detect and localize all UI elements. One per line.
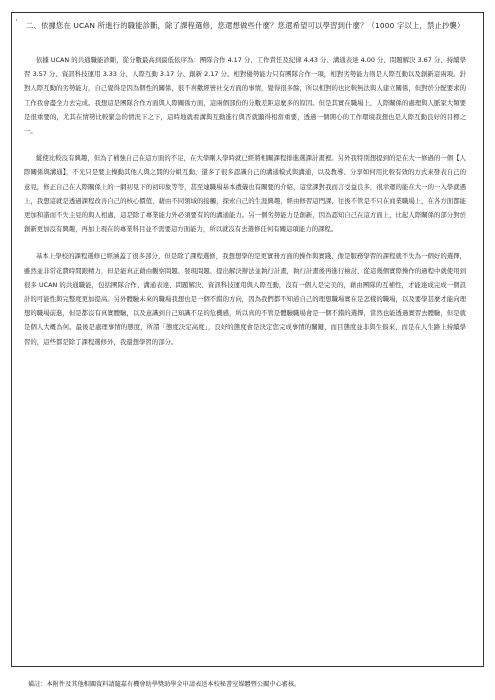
question-text: 依據您在 UCAN 所進行的職能診斷，除了課程選修，您還想做些什麼？您還希望可以學習到什麼？（1000 字以上，禁止抄襲） <box>41 21 465 30</box>
question-heading <box>26 19 478 33</box>
answer-paragraph: 基本上學校的課程選修已經涵蓋了很多部分，但是除了課程選修，我想想學的是更實務方面的操作與實踐，像是服務學習的課程就不失為一個好的選擇，雖然並非常花費時間跟精力，但是能真正藉由觀察問題、發現問題、提出解決辦法並執行計畫，執行計畫後再進行檢討，從這幾個實際操作的過程中就使用到很多 UCAN 的共通職能，包括團隊合作、溝通表達、問題解決、資訊科技運用與人際互動，沒有一個人是完美的，藉由團隊的互補性，才能達成完成一個設計的可能性與完整度更加提高。另外體驗未來的職場我想也是一個不錯的方向，因為我們都不知道自己的理想職場實在是怎樣的職場，以及要學甚麼才能向理想的職場前進，但是都沒有真實體驗，以及意識到自己知識不足的危機感，所以真的不管是體驗職場會是一個不錯的選擇，當然也能透過實習去體驗，但是就是個人大概為何。最後是處理事情的態度，所謂「態度決定高度」，良好的態度會是決定您完成事情的關鍵，而目態度並非與生俱來，而是在人生路上持續學習的，這些都是除了課程選修外，我還想學習的部分。 <box>24 252 466 346</box>
answer-paragraph: 依據 UCAN 的共通職能診斷，從分數最高到最低依序為：團隊合作 4.17 分、工作責任及紀律 4.43 分、溝通表達 4.00 分、問題解決 3.67 分、持續學習 3.57 分、資訊科技運用 3.33 分、人際互動 3.17 分、創新 2.17 分。相對優勢能力只有團隊合作一項，相對劣勢能力則是人際互動以及創新這兩項。針對人際互動的劣勢能力，自己覺得是因為個性的關係，很不喜歡經營社交方面的事情，覺得很多餘，所以相對的也比較無法與人建立關係，但對於分配要求的工作我會盡全力去完成。我想這是團隊合作方面與人際關係方面，這兩個部份的分數差距這麼多的原因。但是其實在職場上，人際關係的處理與人脈家大類要是很重要的，尤其在情勢比較緊急的情況下之下，這時地就看溝與互動進行與否就顯得相當重要，透過一個開心的工作環境我想也是人際互動良好的目標之一。 <box>24 56 466 136</box>
footer-note: 備註：本附件及其他相關資料請隨嘉有機會助學獎助學金申請表送本校秘書室媒體暨公關中心審核。 <box>28 681 301 688</box>
answer-body <box>24 53 466 362</box>
question-number: 二、 <box>26 21 41 30</box>
corner-mark: · <box>15 16 18 26</box>
answer-paragraph: 縱使比較沒有興趣，但為了補強自己在這方面的不足，在大學剛人學時就已經將相關課程排進選課計畫裡。另外我特別想提到的是在大一修過的一個【人際關係與溝通】，不光只是要主操動其他人與之間的分組互動，還多了很多認識自己的溝通模式與溝通，以及教導、分享如何用比較有效的方式來發表自己的意見，修正自己在人際關係上的一網初見下的初印象等等，甚至連職場基本禮儀也有關要的介紹，這堂課對我而言受益良多，很幸運的能在大一的一入學就遇上，我想這就是透過課程改善自己的核心價值，藉由不同領域的接觸，探索自己的生涯興趣，經由修習這門課，往後不管是不只在商業職場上，在各方面都能更加和諧而不失主見的與人相處，這是除了專業能力外必須要有的的溝通能力。另一個劣勢能力是創新，因為認知自己在這方面上，比起人際關係的部分對於創新更加沒有興趣，再加上現在的專業科目並不需要這方面能力，所以就沒有去選修任何有關這項能力的課程。 <box>24 154 466 234</box>
